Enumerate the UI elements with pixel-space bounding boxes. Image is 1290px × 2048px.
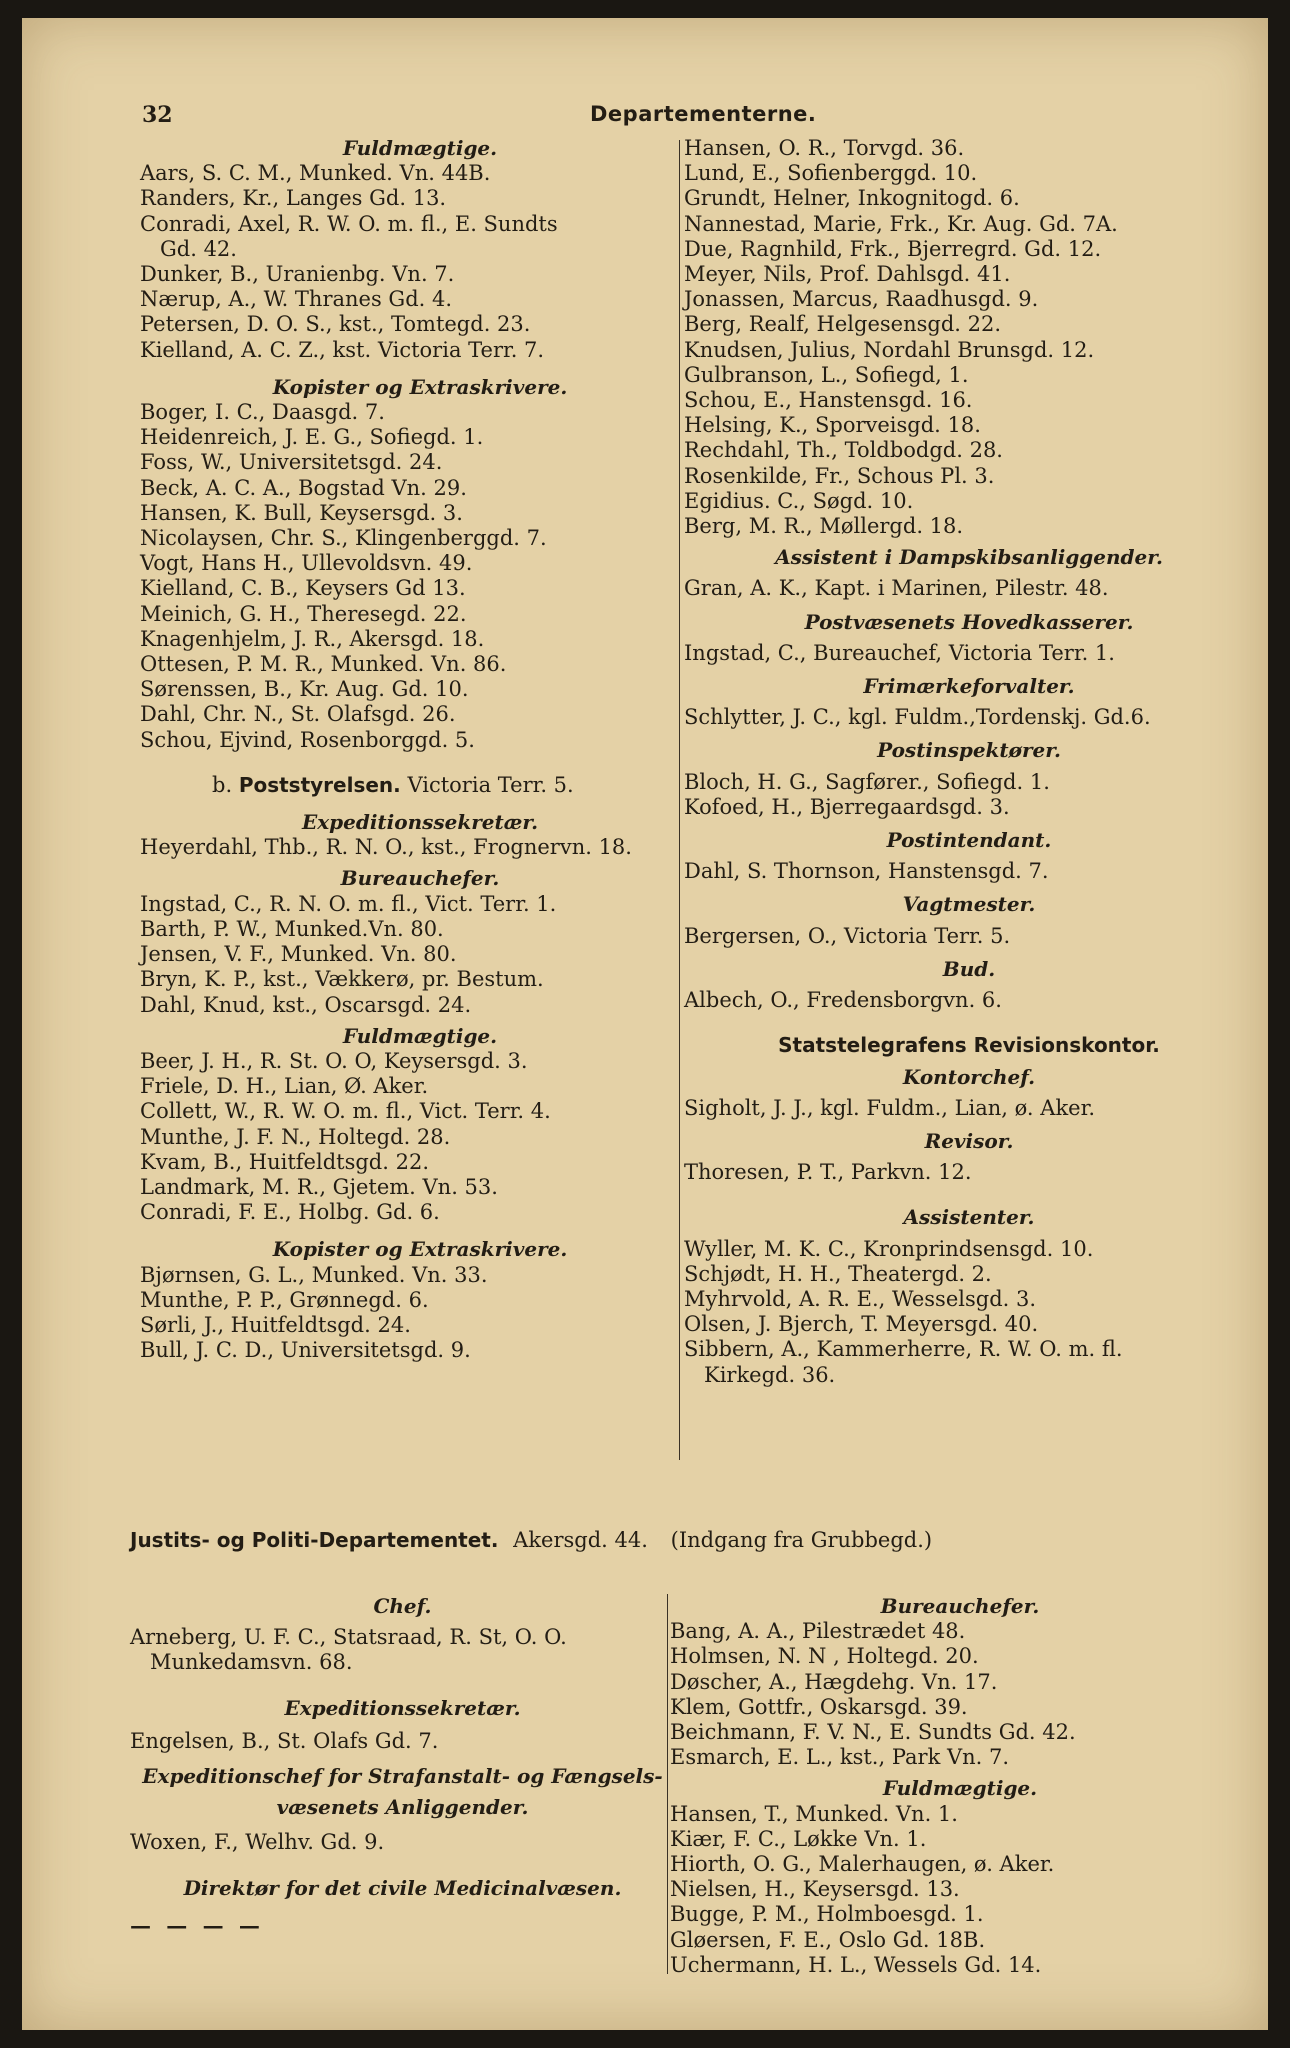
justits-header (130, 1528, 1250, 1553)
list-item: Sørenssen, B., Kr. Aug. Gd. 10. (140, 677, 469, 702)
heading-revisor: Revisor. (924, 1128, 1014, 1153)
kopister-list (140, 1263, 700, 1364)
list-item: Bryn, K. P., kst., Vækkerø, pr. Bestum. (140, 967, 544, 992)
list-item: Rosenkilde, Fr., Schous Pl. 3. (684, 463, 995, 488)
list-item: Berg, M. R., Møllergd. 18. (684, 514, 964, 539)
list-item: Ingstad, C., Bureauchef, Victoria Terr. 1. (684, 640, 1115, 665)
list-item: Ingstad, C., R. N. O. m. fl., Vict. Terr. 1. (140, 891, 557, 916)
heading-assistent: Assistent i Dampskibsanliggender. (775, 545, 1163, 570)
heading-assistenter: Assistenter. (903, 1205, 1035, 1230)
list-item: Dunker, B., Uranienbg. Vn. 7. (140, 262, 455, 287)
heading-fuldmaegtige: Fuldmægtige. (882, 1776, 1038, 1801)
list-item: Albech, O., Fredensborgvn. 6. (684, 988, 1002, 1013)
heading-fuldmaegtige: Fuldmægtige. (342, 1023, 498, 1048)
fuldmaegtige-list (140, 161, 700, 363)
list-item: Nærup, A., W. Thranes Gd. 4. (140, 287, 453, 312)
section-title: Poststyrelsen. (238, 772, 401, 797)
list-item: Knagenhjelm, J. R., Akersgd. 18. (140, 626, 485, 651)
list-item: Nielsen, H., Keysersgd. 13. (670, 1877, 960, 1902)
list-item: Grundt, Helner, Inkognitogd. 6. (684, 186, 1020, 211)
list-item: Woxen, F., Welhv. Gd. 9. (130, 1830, 385, 1855)
left-column-top (140, 136, 700, 1363)
list-item: Heidenreich, J. E. G., Sofiegd. 1. (140, 425, 484, 450)
list-item: Engelsen, B., St. Olafs Gd. 7. (130, 1728, 439, 1753)
list-item: Munthe, J. F. N., Holtegd. 28. (140, 1124, 451, 1149)
list-item: Arneberg, U. F. C., Statsraad, R. St, O. O. (130, 1625, 567, 1650)
list-item: Bloch, H. G., Sagfører., Sofiegd. 1. (684, 769, 1050, 794)
assistenter-list (684, 1237, 1254, 1388)
list-item: Kvam, B., Huitfeldtsgd. 22. (140, 1149, 429, 1174)
list-item: Hansen, O. R., Torvgd. 36. (684, 136, 965, 160)
column-divider (667, 1594, 668, 1974)
list-item: Dahl, Chr. N., St. Olafsgd. 26. (140, 702, 456, 727)
list-item: Schjødt, H. H., Theatergd. 2. (684, 1261, 992, 1286)
bureauchefer-list (670, 1619, 1250, 1770)
list-item: Nannestad, Marie, Frk., Kr. Aug. Gd. 7A. (684, 211, 1118, 236)
list-item: Klem, Gottfr., Oskarsgd. 39. (670, 1694, 968, 1719)
list-item: Gulbranson, L., Sofiegd, 1. (684, 362, 969, 387)
heading-expeditionschef-cont: væsenets Anliggender. (276, 1795, 529, 1820)
list-item-continuation: Gd. 42. (160, 236, 237, 261)
list-item: Bull, J. C. D., Universitetsgd. 9. (140, 1338, 471, 1363)
list-item: Gran, A. K., Kapt. i Marinen, Pilestr. 48. (684, 576, 1109, 601)
list-item: Jensen, V. F., Munked. Vn. 80. (140, 942, 457, 967)
list-item: Kielland, A. C. Z., kst. Victoria Terr. 7. (140, 337, 545, 362)
list-item: Boger, I. C., Daasgd. 7. (140, 400, 385, 425)
list-item: Holmsen, N. N , Holtegd. 20. (670, 1644, 979, 1669)
section-justits: Justits- og Politi-Departementet. (130, 1528, 499, 1552)
list-item: Heyerdahl, Thb., R. N. O., kst., Frognervn. 18. (140, 835, 632, 860)
list-item: Esmarch, E. L., kst., Park Vn. 7. (670, 1745, 1010, 1770)
heading-postinspektorer: Postinspektører. (877, 738, 1061, 763)
list-item: Ottesen, P. M. R., Munked. Vn. 86. (140, 652, 507, 677)
section-address: Victoria Terr. 5. (407, 772, 574, 797)
heading-expeditionssekretaer: Expeditionssekretær. (284, 1695, 521, 1720)
heading-chef: Chef. (373, 1594, 432, 1618)
list-item: Gløersen, F. E., Oslo Gd. 18B. (670, 1927, 986, 1952)
list-item: Collett, W., R. W. O. m. fl., Vict. Terr. 4. (140, 1099, 551, 1124)
list-item: Sibbern, A., Kammerherre, R. W. O. m. fl. (684, 1337, 1123, 1362)
list-item-continuation: Munkedamsvn. 68. (150, 1650, 353, 1675)
kopister-list (140, 400, 700, 753)
list-item: Conradi, F. E., Holbg. Gd. 6. (140, 1200, 440, 1225)
list-item: Beichmann, F. V. N., E. Sundts Gd. 42. (670, 1720, 1076, 1745)
heading-hovedkasserer: Postvæsenets Hovedkasserer. (804, 609, 1134, 634)
list-item: Randers, Kr., Langes Gd. 13. (140, 186, 447, 211)
left-column-bottom (130, 1594, 675, 1938)
list-item: Hansen, T., Munked. Vn. 1. (670, 1801, 958, 1826)
list-item: Conradi, Axel, R. W. O. m. fl., E. Sundts (140, 211, 558, 236)
list-item: Petersen, D. O. S., kst., Tomtegd. 23. (140, 312, 531, 337)
heading-direktor: Direktør for det civile Medicinalvæsen. (183, 1875, 622, 1900)
list-item: Schlytter, J. C., kgl. Fuldm.,Tordenskj. Gd.6. (684, 705, 1151, 730)
heading-bureauchefer: Bureauchefer. (340, 866, 500, 891)
list-item: Nicolaysen, Chr. S., Klingenberggd. 7. (140, 526, 547, 551)
heading-expeditionssekretaer: Expeditionssekretær. (301, 810, 539, 835)
list-item: Landmark, M. R., Gjetem. Vn. 53. (140, 1174, 498, 1199)
vacancy-dashes: — — — — (130, 1912, 264, 1938)
list-item: Vogt, Hans H., Ullevoldsvn. 49. (140, 551, 473, 576)
right-column-bottom (670, 1594, 1250, 1978)
list-item: Olsen, J. Bjerch, T. Meyersgd. 40. (684, 1312, 1039, 1337)
heading-kopister: Kopister og Extraskrivere. (272, 1237, 568, 1262)
list-item: Meyer, Nils, Prof. Dahlsgd. 41. (684, 262, 1011, 287)
heading-postintendant: Postintendant. (886, 828, 1052, 853)
heading-kontorchef: Kontorchef. (902, 1064, 1036, 1089)
list-item: Beck, A. C. A., Bogstad Vn. 29. (140, 475, 467, 500)
list-item: Wyller, M. K. C., Kronprindsensgd. 10. (684, 1236, 1094, 1261)
list-item: Hansen, K. Bull, Keysersgd. 3. (140, 500, 463, 525)
list-item: Uchermann, H. L., Wessels Gd. 14. (670, 1952, 1042, 1977)
list-item: Berg, Realf, Helgesensgd. 22. (684, 312, 1002, 337)
fuldmaegtige-list (140, 1049, 700, 1225)
list-item: Bang, A. A., Pilestrædet 48. (670, 1619, 966, 1644)
heading-fuldmaegtige: Fuldmægtige. (342, 136, 498, 160)
heading-vagtmester: Vagtmester. (902, 892, 1036, 917)
list-item: Døscher, A., Hægdehg. Vn. 17. (670, 1669, 998, 1694)
list-item: Bergersen, O., Victoria Terr. 5. (684, 923, 1011, 948)
heading-bureauchefer: Bureauchefer. (880, 1594, 1040, 1618)
list-item: Dahl, S. Thornson, Hanstensgd. 7. (684, 859, 1049, 884)
list-item: Lund, E., Sofienberggd. 10. (684, 161, 978, 186)
bureauchefer-list (140, 892, 700, 1018)
right-column-top (684, 136, 1254, 1388)
list-item: Jonassen, Marcus, Raadhusgd. 9. (684, 287, 1039, 312)
list-item: Barth, P. W., Munked.Vn. 80. (140, 916, 444, 941)
list-item: Kielland, C. B., Keysers Gd 13. (140, 576, 466, 601)
list-item: Egidius. C., Søgd. 10. (684, 488, 914, 513)
list-item: Sigholt, J. J., kgl. Fuldm., Lian, ø. Aker. (684, 1095, 1096, 1120)
section-entrance: (Indgang fra Grubbegd.) (670, 1528, 933, 1552)
list-item: Bugge, P. M., Holmboesgd. 1. (670, 1902, 984, 1927)
list-item: Rechdahl, Th., Toldbodgd. 28. (684, 438, 1003, 463)
list-item: Aars, S. C. M., Munked. Vn. 44B. (140, 161, 491, 186)
list-item: Sørli, J., Huitfeldtsgd. 24. (140, 1312, 411, 1337)
page-number: 32 (142, 102, 173, 128)
heading-bud: Bud. (942, 956, 996, 981)
section-statstelegrafen: Statstelegrafens Revisionskontor. (778, 1033, 1160, 1058)
list-item-continuation: Kirkegd. 36. (704, 1362, 836, 1387)
list-item: Beer, J. H., R. St. O. O, Keysersgd. 3. (140, 1048, 528, 1073)
list-item: Hiorth, O. G., Malerhaugen, ø. Aker. (670, 1852, 1055, 1877)
list-item: Foss, W., Universitetsgd. 24. (140, 450, 443, 475)
section-address: Akersgd. 44. (513, 1528, 648, 1552)
section-prefix: b. (212, 772, 233, 797)
list-item: Friele, D. H., Lian, Ø. Aker. (140, 1074, 429, 1099)
list-item: Knudsen, Julius, Nordahl Brunsgd. 12. (684, 337, 1095, 362)
list-item: Schou, E., Hanstensgd. 16. (684, 388, 973, 413)
heading-expeditionschef: Expeditionschef for Strafanstalt- og Fængsels- (142, 1764, 663, 1789)
running-title: Departementerne. (590, 102, 817, 126)
post-staff-list (684, 136, 1254, 539)
fuldmaegtige-list (670, 1802, 1250, 1978)
list-item: Kofoed, H., Bjerregaardsgd. 3. (684, 794, 1010, 819)
list-item: Meinich, G. H., Theresegd. 22. (140, 601, 467, 626)
list-item: Bjørnsen, G. L., Munked. Vn. 33. (140, 1262, 488, 1287)
list-item: Dahl, Knud, kst., Oscarsgd. 24. (140, 992, 472, 1017)
list-item: Kiær, F. C., Løkke Vn. 1. (670, 1826, 927, 1851)
list-item: Helsing, K., Sporveisgd. 18. (684, 413, 981, 438)
directory-page (22, 18, 1268, 2030)
column-divider (679, 140, 680, 1460)
list-item: Myhrvold, A. R. E., Wesselsgd. 3. (684, 1286, 1037, 1311)
list-item: Due, Ragnhild, Frk., Bjerregrd. Gd. 12. (684, 236, 1102, 261)
heading-frimaerkeforvalter: Frimærkeforvalter. (863, 674, 1075, 699)
list-item: Thoresen, P. T., Parkvn. 12. (684, 1160, 972, 1185)
list-item: Munthe, P. P., Grønnegd. 6. (140, 1287, 429, 1312)
list-item: Schou, Ejvind, Rosenborggd. 5. (140, 727, 475, 752)
heading-kopister: Kopister og Extraskrivere. (272, 374, 568, 399)
section-poststyrelsen (140, 773, 700, 798)
